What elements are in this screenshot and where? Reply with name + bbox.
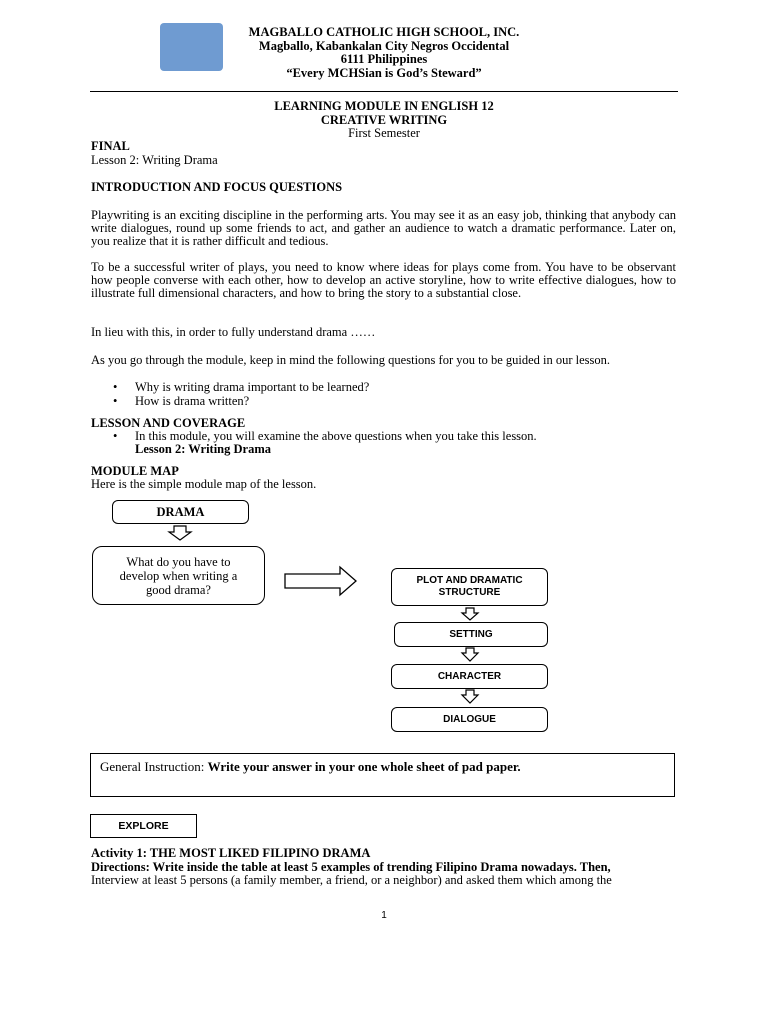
map-setting-label: SETTING bbox=[449, 628, 493, 640]
map-question-line: good drama? bbox=[146, 582, 211, 597]
school-name: MAGBALLO CATHOLIC HIGH SCHOOL, INC. bbox=[248, 25, 520, 39]
explore-label: EXPLORE bbox=[90, 814, 197, 838]
arrow-down-2 bbox=[462, 648, 478, 661]
map-node-dialogue bbox=[391, 707, 548, 732]
activity-directions: Directions: Write inside the table at least 5 examples of trending Filipino Drama nowadays. Then, bbox=[91, 860, 611, 874]
intro-paragraph-3: In lieu with this, in order to fully understand drama …… bbox=[91, 325, 376, 339]
map-question-line: develop when writing a bbox=[119, 568, 238, 583]
map-node-setting bbox=[394, 622, 548, 647]
coverage-heading: LESSON AND COVERAGE bbox=[91, 416, 246, 430]
map-question-line: What do you have to bbox=[126, 554, 231, 569]
term-label: FINAL bbox=[91, 139, 130, 153]
school-address: Magballo, Kabankalan City Negros Occidental bbox=[258, 38, 510, 53]
map-character-label: CHARACTER bbox=[437, 670, 502, 682]
coverage-lesson: Lesson 2: Writing Drama bbox=[135, 442, 271, 456]
intro-paragraph-1: Playwriting is an exciting discipline in the performing arts. You may see it as an easy job, thinking that anybody can write dialogues, round up some friends to act, and gather an audience to watch a dramatic performance. Later on, you realize that it is rather difficult and tedious. bbox=[91, 208, 676, 248]
lesson-name: Lesson 2: Writing Drama bbox=[91, 153, 218, 167]
map-node-question bbox=[92, 546, 265, 605]
bullet: • bbox=[113, 429, 118, 443]
intro-paragraph-4: As you go through the module, keep in mind the following questions for you to be guided in our lesson. bbox=[91, 353, 611, 367]
question-text: How is drama written? bbox=[135, 394, 250, 408]
arrow-down-1 bbox=[462, 608, 478, 620]
activity-directions-line-2: Interview at least 5 persons (a family member, a friend, or a neighbor) and asked them which among the bbox=[91, 873, 612, 887]
arrow-down-3 bbox=[462, 690, 478, 703]
arrow-right-large bbox=[285, 567, 356, 595]
coverage-text: In this module, you will examine the above questions when you take this lesson. bbox=[135, 429, 537, 443]
instruction-label: General Instruction: bbox=[100, 759, 208, 774]
map-node-character bbox=[391, 664, 548, 689]
map-heading: MODULE MAP bbox=[91, 464, 179, 478]
general-instruction-box bbox=[90, 753, 675, 797]
map-plot-line: STRUCTURE bbox=[438, 587, 501, 598]
school-motto: “Every MCHSian is God’s Steward” bbox=[286, 65, 482, 80]
page-number: 1 bbox=[381, 910, 387, 921]
intro-paragraph-2: To be a successful writer of plays, you need to know where ideas for plays come from. You have to be observant how people converse with each other, how to develop an active storyline, how to write effective dialogues, how to illustrate full dimensional characters, and how to bring the story to a substantial close. bbox=[91, 260, 676, 300]
bullet: • bbox=[113, 394, 118, 408]
map-node-drama-label: DRAMA bbox=[156, 504, 205, 519]
module-title-1: LEARNING MODULE IN ENGLISH 12 bbox=[274, 99, 494, 113]
activity-title: Activity 1: THE MOST LIKED FILIPINO DRAMA bbox=[91, 846, 371, 860]
module-title-2: CREATIVE WRITING bbox=[320, 112, 448, 127]
map-plot-line: PLOT AND DRAMATIC bbox=[416, 575, 523, 586]
school-zip: 6111 Philippines bbox=[340, 52, 428, 66]
instruction-text: Write your answer in your one whole sheet of pad paper. bbox=[207, 759, 521, 774]
map-intro: Here is the simple module map of the lesson. bbox=[91, 477, 317, 491]
intro-heading: INTRODUCTION AND FOCUS QUESTIONS bbox=[91, 180, 343, 194]
map-dialogue-label: DIALOGUE bbox=[443, 713, 496, 725]
module-semester: First Semester bbox=[348, 126, 420, 140]
question-text: Why is writing drama important to be learned? bbox=[135, 380, 370, 394]
map-node-plot bbox=[391, 568, 548, 606]
arrow-down-drama bbox=[169, 526, 191, 540]
bullet: • bbox=[113, 380, 118, 394]
